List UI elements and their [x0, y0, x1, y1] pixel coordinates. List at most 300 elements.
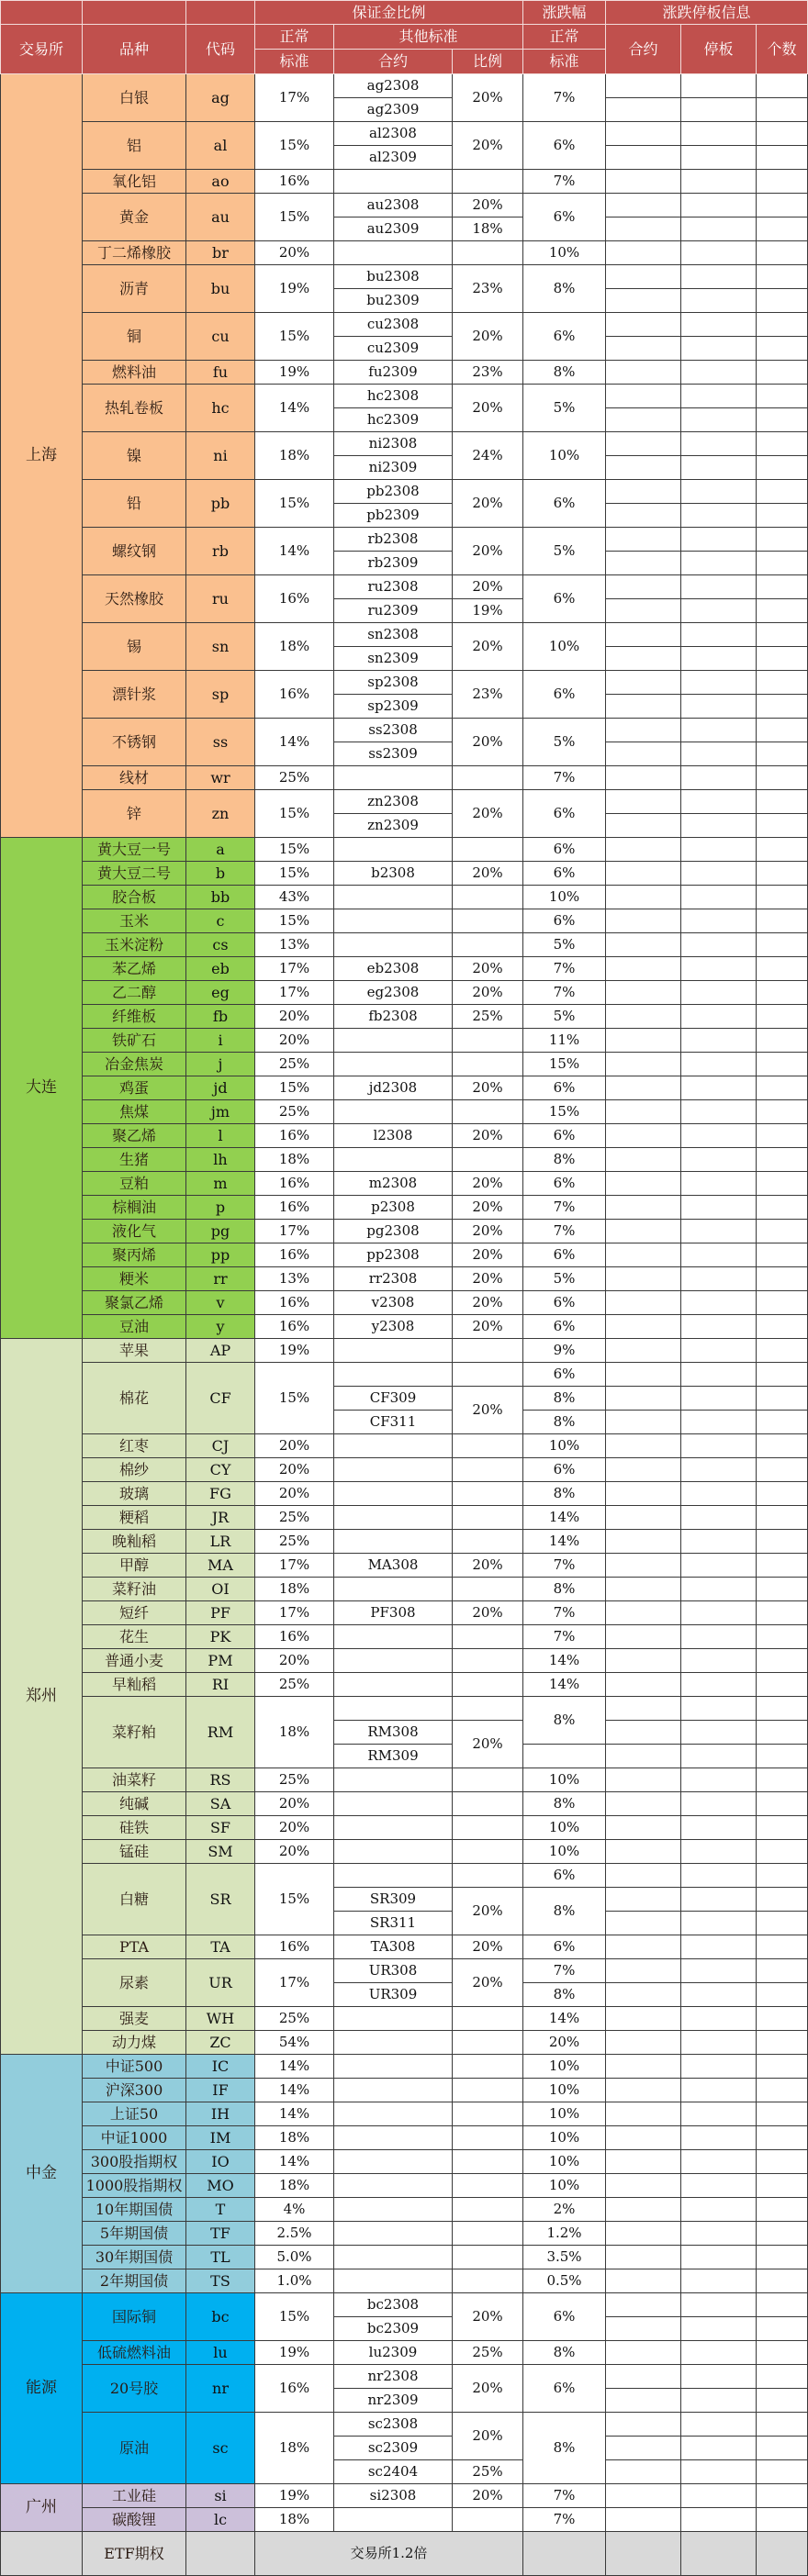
product-name: 尿素 — [83, 1959, 186, 2007]
stop-contract-cell — [606, 2389, 681, 2413]
header-exchange: 交易所 — [0, 25, 83, 74]
margin-normal: 16% — [255, 2365, 334, 2413]
margin-other-contract: b2308 — [334, 862, 453, 886]
margin-normal: 18% — [255, 432, 334, 480]
limit-normal: 6% — [523, 1935, 606, 1959]
product-name: 原油 — [83, 2413, 186, 2484]
limit-normal: 10% — [523, 1768, 606, 1792]
limit-normal: 7% — [523, 170, 606, 194]
margin-other-contract — [334, 2055, 453, 2079]
stop-count-cell — [757, 886, 808, 909]
limit-normal: 7% — [523, 2508, 606, 2532]
product-name: 鸡蛋 — [83, 1076, 186, 1100]
margin-other-ratio — [453, 2031, 523, 2055]
margin-normal: 13% — [255, 1267, 334, 1291]
product-code: SF — [186, 1816, 255, 1840]
margin-other-contract: hc2309 — [334, 408, 453, 432]
header-margin-normal-bottom: 标准 — [255, 50, 334, 74]
stop-count-cell — [757, 289, 808, 313]
product-name: 铅 — [83, 480, 186, 528]
margin-other-contract — [334, 1482, 453, 1506]
stop-count-cell — [757, 2460, 808, 2484]
stop-board-cell — [681, 1220, 757, 1243]
stop-contract-cell — [606, 647, 681, 671]
product-code: CJ — [186, 1434, 255, 1458]
limit-normal: 14% — [523, 1506, 606, 1530]
margin-normal: 13% — [255, 933, 334, 957]
limit-normal: 7% — [523, 1220, 606, 1243]
margin-other-ratio: 20% — [453, 1601, 523, 1625]
stop-contract-cell — [606, 528, 681, 552]
stop-contract-cell — [606, 1220, 681, 1243]
product-name: 豆粕 — [83, 1172, 186, 1196]
margin-other-ratio — [453, 2508, 523, 2532]
product-code: nr — [186, 2365, 255, 2413]
margin-other-contract — [334, 1530, 453, 1554]
margin-normal: 18% — [255, 1578, 334, 1601]
product-code: TL — [186, 2246, 255, 2269]
margin-normal: 20% — [255, 1029, 334, 1053]
stop-count-cell — [757, 719, 808, 742]
stop-contract-cell — [606, 1506, 681, 1530]
stop-board-cell — [681, 217, 757, 241]
margin-normal: 20% — [255, 1005, 334, 1029]
stop-board-cell — [681, 2317, 757, 2341]
margin-other-ratio: 25% — [453, 2341, 523, 2365]
margin-normal: 14% — [255, 385, 334, 432]
margin-normal: 15% — [255, 1076, 334, 1100]
stop-count-cell — [757, 1029, 808, 1053]
limit-normal: 3.5% — [523, 2246, 606, 2269]
product-code: pg — [186, 1220, 255, 1243]
margin-other-ratio: 20% — [453, 1196, 523, 1220]
stop-count-cell — [757, 528, 808, 552]
product-code: cs — [186, 933, 255, 957]
stop-contract-cell — [606, 480, 681, 504]
limit-normal: 6% — [523, 1458, 606, 1482]
stop-contract-cell — [606, 2222, 681, 2246]
product-code: eg — [186, 981, 255, 1005]
stop-contract-cell — [606, 1315, 681, 1339]
product-name: 10年期国债 — [83, 2198, 186, 2222]
stop-count-cell — [757, 647, 808, 671]
margin-other-contract: RM309 — [334, 1745, 453, 1768]
stop-board-cell — [681, 289, 757, 313]
stop-board-cell — [681, 1434, 757, 1458]
margin-normal: 4% — [255, 2198, 334, 2222]
header-stop-contract: 合约 — [606, 25, 681, 74]
limit-normal: 6% — [523, 2365, 606, 2413]
header-limit-normal-bottom: 标准 — [523, 50, 606, 74]
margin-other-contract — [334, 1434, 453, 1458]
margin-normal: 19% — [255, 2341, 334, 2365]
stop-board-cell — [681, 361, 757, 385]
limit-normal: 20% — [523, 2031, 606, 2055]
stop-contract-cell — [606, 2031, 681, 2055]
stop-contract-cell — [606, 1029, 681, 1053]
stop-contract-cell — [606, 671, 681, 695]
stop-count-cell — [757, 933, 808, 957]
limit-normal: 6% — [523, 1291, 606, 1315]
header-margin-other-contract: 合约 — [334, 50, 453, 74]
limit-normal: 7% — [523, 1554, 606, 1578]
stop-count-cell — [757, 2246, 808, 2269]
margin-normal: 25% — [255, 1768, 334, 1792]
stop-board-cell — [681, 1721, 757, 1745]
product-name: 菜籽粕 — [83, 1697, 186, 1768]
margin-other-contract — [334, 1506, 453, 1530]
product-code: rr — [186, 1267, 255, 1291]
product-name: 玉米淀粉 — [83, 933, 186, 957]
stop-count-cell — [757, 241, 808, 265]
stop-count-cell — [757, 432, 808, 456]
margin-normal: 14% — [255, 2079, 334, 2102]
limit-normal: 8% — [523, 361, 606, 385]
margin-other-ratio — [453, 1148, 523, 1172]
margin-other-ratio: 20% — [453, 2484, 523, 2508]
stop-board-cell — [681, 862, 757, 886]
margin-other-contract — [334, 2150, 453, 2174]
stop-contract-cell — [606, 1434, 681, 1458]
stop-board-cell — [681, 1458, 757, 1482]
product-name: 漂针浆 — [83, 671, 186, 719]
product-code: ru — [186, 575, 255, 623]
product-name: 不锈钢 — [83, 719, 186, 766]
stop-count-cell — [757, 2126, 808, 2150]
limit-normal: 10% — [523, 2174, 606, 2198]
product-name: 锡 — [83, 623, 186, 671]
product-name: 苹果 — [83, 1339, 186, 1363]
margin-other-contract — [334, 1148, 453, 1172]
margin-other-contract: l2308 — [334, 1124, 453, 1148]
stop-board-cell — [681, 1959, 757, 1983]
product-code: m — [186, 1172, 255, 1196]
product-code: AP — [186, 1339, 255, 1363]
margin-other-ratio: 20% — [453, 957, 523, 981]
margin-other-ratio — [453, 1697, 523, 1721]
product-name: 天然橡胶 — [83, 575, 186, 623]
margin-normal: 16% — [255, 671, 334, 719]
product-name: 玉米 — [83, 909, 186, 933]
stop-board-cell — [681, 1005, 757, 1029]
stop-count-cell — [757, 385, 808, 408]
margin-other-ratio: 20% — [453, 2413, 523, 2460]
stop-board-cell — [681, 2460, 757, 2484]
stop-contract-cell — [606, 2460, 681, 2484]
margin-other-ratio — [453, 2150, 523, 2174]
margin-other-contract: p2308 — [334, 1196, 453, 1220]
margin-normal: 17% — [255, 1554, 334, 1578]
margin-other-contract: ru2309 — [334, 599, 453, 623]
margin-normal: 18% — [255, 1148, 334, 1172]
margin-other-contract — [334, 766, 453, 790]
margin-normal: 25% — [255, 1053, 334, 1076]
header-stop-count: 个数 — [757, 25, 808, 74]
margin-other-ratio: 20% — [453, 74, 523, 122]
product-name: 氧化铝 — [83, 170, 186, 194]
stop-count-cell — [757, 408, 808, 432]
stop-contract-cell — [606, 623, 681, 647]
margin-normal: 16% — [255, 1315, 334, 1339]
stop-count-cell — [757, 2389, 808, 2413]
stop-count-cell — [757, 838, 808, 862]
margin-normal: 20% — [255, 1649, 334, 1673]
stop-board-cell — [681, 1267, 757, 1291]
product-name: 短纤 — [83, 1601, 186, 1625]
margin-other-contract: ag2308 — [334, 74, 453, 98]
margin-other-ratio: 20% — [453, 2293, 523, 2341]
stop-count-cell — [757, 1124, 808, 1148]
margin-normal: 19% — [255, 361, 334, 385]
product-code: b — [186, 862, 255, 886]
margin-other-ratio — [453, 933, 523, 957]
stop-contract-cell — [606, 432, 681, 456]
stop-count-cell — [757, 456, 808, 480]
stop-board-cell — [681, 1530, 757, 1554]
margin-other-contract: sp2309 — [334, 695, 453, 719]
product-name: 沪深300 — [83, 2079, 186, 2102]
stop-count-cell — [757, 217, 808, 241]
margin-other-contract: au2308 — [334, 194, 453, 217]
stop-count-cell — [757, 862, 808, 886]
header-corner-code — [186, 0, 255, 25]
stop-board-cell — [681, 1339, 757, 1363]
product-name: 燃料油 — [83, 361, 186, 385]
margin-other-ratio: 20% — [453, 480, 523, 528]
product-name: 热轧卷板 — [83, 385, 186, 432]
stop-contract-cell — [606, 1745, 681, 1768]
product-code: bb — [186, 886, 255, 909]
limit-normal — [523, 1745, 606, 1768]
margin-other-ratio — [453, 241, 523, 265]
product-code: rb — [186, 528, 255, 575]
stop-board-cell — [681, 1554, 757, 1578]
stop-board-cell — [681, 1768, 757, 1792]
stop-contract-cell — [606, 1387, 681, 1411]
limit-normal: 6% — [523, 1363, 606, 1387]
margin-normal: 18% — [255, 623, 334, 671]
limit-normal: 5% — [523, 385, 606, 432]
stop-contract-cell — [606, 1912, 681, 1935]
limit-normal: 6% — [523, 862, 606, 886]
margin-other-contract: ni2308 — [334, 432, 453, 456]
stop-count-cell — [757, 2055, 808, 2079]
stop-contract-cell — [606, 1888, 681, 1912]
product-code: sc — [186, 2413, 255, 2484]
exchange-label: 上海 — [0, 74, 83, 838]
stop-contract-cell — [606, 2293, 681, 2317]
limit-normal: 8% — [523, 1792, 606, 1816]
stop-count-cell — [757, 2031, 808, 2055]
margin-other-contract: ni2309 — [334, 456, 453, 480]
margin-other-contract: cu2308 — [334, 313, 453, 337]
stop-board-cell — [681, 2007, 757, 2031]
stop-contract-cell — [606, 194, 681, 217]
limit-normal: 6% — [523, 838, 606, 862]
stop-count-cell — [757, 1076, 808, 1100]
stop-board-cell — [681, 480, 757, 504]
margin-other-ratio — [453, 2222, 523, 2246]
product-name: 白银 — [83, 74, 186, 122]
stop-board-cell — [681, 1649, 757, 1673]
stop-count-cell — [757, 2365, 808, 2389]
stop-count-cell — [757, 2437, 808, 2460]
product-code: cu — [186, 313, 255, 361]
margin-other-ratio — [453, 2126, 523, 2150]
product-code: fu — [186, 361, 255, 385]
margin-other-contract: fu2309 — [334, 361, 453, 385]
product-code: wr — [186, 766, 255, 790]
margin-normal: 18% — [255, 1697, 334, 1768]
margin-other-ratio: 19% — [453, 599, 523, 623]
limit-normal: 9% — [523, 1339, 606, 1363]
product-name: 锌 — [83, 790, 186, 838]
product-code: PF — [186, 1601, 255, 1625]
product-name: 铝 — [83, 122, 186, 170]
stop-board-cell — [681, 408, 757, 432]
stop-contract-cell — [606, 742, 681, 766]
margin-other-contract: pb2308 — [334, 480, 453, 504]
stop-contract-cell — [606, 766, 681, 790]
limit-normal: 8% — [523, 1578, 606, 1601]
stop-board-cell — [681, 2389, 757, 2413]
stop-count-cell — [757, 2269, 808, 2293]
limit-normal: 7% — [523, 766, 606, 790]
product-name: 铁矿石 — [83, 1029, 186, 1053]
margin-other-contract — [334, 1029, 453, 1053]
product-name: 300股指期权 — [83, 2150, 186, 2174]
product-code: ss — [186, 719, 255, 766]
stop-contract-cell — [606, 1267, 681, 1291]
product-name: 豆油 — [83, 1315, 186, 1339]
margin-other-ratio: 20% — [453, 1888, 523, 1935]
stop-count-cell — [757, 2317, 808, 2341]
stop-board-cell — [681, 2437, 757, 2460]
header-corner-exchange — [0, 0, 83, 25]
stop-contract-cell — [606, 2365, 681, 2389]
margin-normal: 17% — [255, 981, 334, 1005]
margin-other-ratio — [453, 1792, 523, 1816]
stop-count-cell — [757, 1267, 808, 1291]
product-code: sn — [186, 623, 255, 671]
stop-contract-cell — [606, 241, 681, 265]
product-code: a — [186, 838, 255, 862]
margin-other-contract: PF308 — [334, 1601, 453, 1625]
stop-count-cell — [757, 480, 808, 504]
stop-contract-cell — [606, 2508, 681, 2532]
stop-board-cell — [681, 2102, 757, 2126]
product-name: 1000股指期权 — [83, 2174, 186, 2198]
stop-contract-cell — [606, 1339, 681, 1363]
stop-board-cell — [681, 1912, 757, 1935]
product-code: ao — [186, 170, 255, 194]
margin-other-ratio: 20% — [453, 575, 523, 599]
margin-other-ratio: 23% — [453, 265, 523, 313]
product-name: 聚乙烯 — [83, 1124, 186, 1148]
margin-other-contract — [334, 2246, 453, 2269]
stop-contract-cell — [606, 1673, 681, 1697]
stop-contract-cell — [606, 74, 681, 98]
margin-other-contract — [334, 838, 453, 862]
limit-normal: 15% — [523, 1100, 606, 1124]
margin-other-contract — [334, 1840, 453, 1864]
margin-other-contract: hc2308 — [334, 385, 453, 408]
stop-contract-cell — [606, 504, 681, 528]
stop-contract-cell — [606, 122, 681, 146]
etf-label: ETF期权 — [83, 2532, 186, 2576]
stop-count-cell — [757, 361, 808, 385]
product-code: TF — [186, 2222, 255, 2246]
stop-count-cell — [757, 1005, 808, 1029]
margin-other-ratio: 20% — [453, 1124, 523, 1148]
margin-other-contract: ss2309 — [334, 742, 453, 766]
margin-normal: 15% — [255, 1363, 334, 1434]
stop-contract-cell — [606, 98, 681, 122]
stop-board-cell — [681, 1029, 757, 1053]
product-code: hc — [186, 385, 255, 432]
margin-normal: 18% — [255, 2174, 334, 2198]
limit-normal: 8% — [523, 265, 606, 313]
limit-normal: 6% — [523, 1124, 606, 1148]
stop-contract-cell — [606, 1864, 681, 1888]
product-code: OI — [186, 1578, 255, 1601]
stop-count-cell — [757, 1721, 808, 1745]
margin-other-ratio — [453, 2007, 523, 2031]
limit-normal: 8% — [523, 1983, 606, 2007]
product-code: i — [186, 1029, 255, 1053]
margin-other-ratio — [453, 170, 523, 194]
margin-other-contract: nr2309 — [334, 2389, 453, 2413]
limit-normal: 6% — [523, 790, 606, 838]
margin-other-ratio: 24% — [453, 432, 523, 480]
limit-normal: 10% — [523, 2126, 606, 2150]
margin-other-ratio — [453, 2269, 523, 2293]
product-code: IH — [186, 2102, 255, 2126]
stop-count-cell — [757, 1912, 808, 1935]
stop-contract-cell — [606, 2484, 681, 2508]
margin-other-contract: sc2308 — [334, 2413, 453, 2437]
margin-normal: 15% — [255, 790, 334, 838]
margin-normal: 25% — [255, 1100, 334, 1124]
stop-board-cell — [681, 170, 757, 194]
limit-normal: 10% — [523, 2150, 606, 2174]
stop-contract-cell — [606, 2174, 681, 2198]
margin-other-ratio — [453, 2079, 523, 2102]
stop-count-cell — [757, 313, 808, 337]
product-code: l — [186, 1124, 255, 1148]
margin-other-contract — [334, 1458, 453, 1482]
margin-other-contract — [334, 2269, 453, 2293]
stop-contract-cell — [606, 1601, 681, 1625]
margin-normal: 15% — [255, 862, 334, 886]
stop-count-cell — [757, 2293, 808, 2317]
product-name: 硅铁 — [83, 1816, 186, 1840]
margin-other-ratio: 20% — [453, 385, 523, 432]
product-name: 玻璃 — [83, 1482, 186, 1506]
margin-other-contract: rb2308 — [334, 528, 453, 552]
margin-normal: 20% — [255, 1482, 334, 1506]
limit-normal: 6% — [523, 2293, 606, 2341]
product-code: jd — [186, 1076, 255, 1100]
margin-other-ratio: 20% — [453, 862, 523, 886]
stop-contract-cell — [606, 2246, 681, 2269]
header-stop-board: 停板 — [681, 25, 757, 74]
margin-normal: 15% — [255, 480, 334, 528]
product-name: 花生 — [83, 1625, 186, 1649]
stop-board-cell — [681, 265, 757, 289]
margin-normal: 17% — [255, 74, 334, 122]
stop-board-cell — [681, 1673, 757, 1697]
